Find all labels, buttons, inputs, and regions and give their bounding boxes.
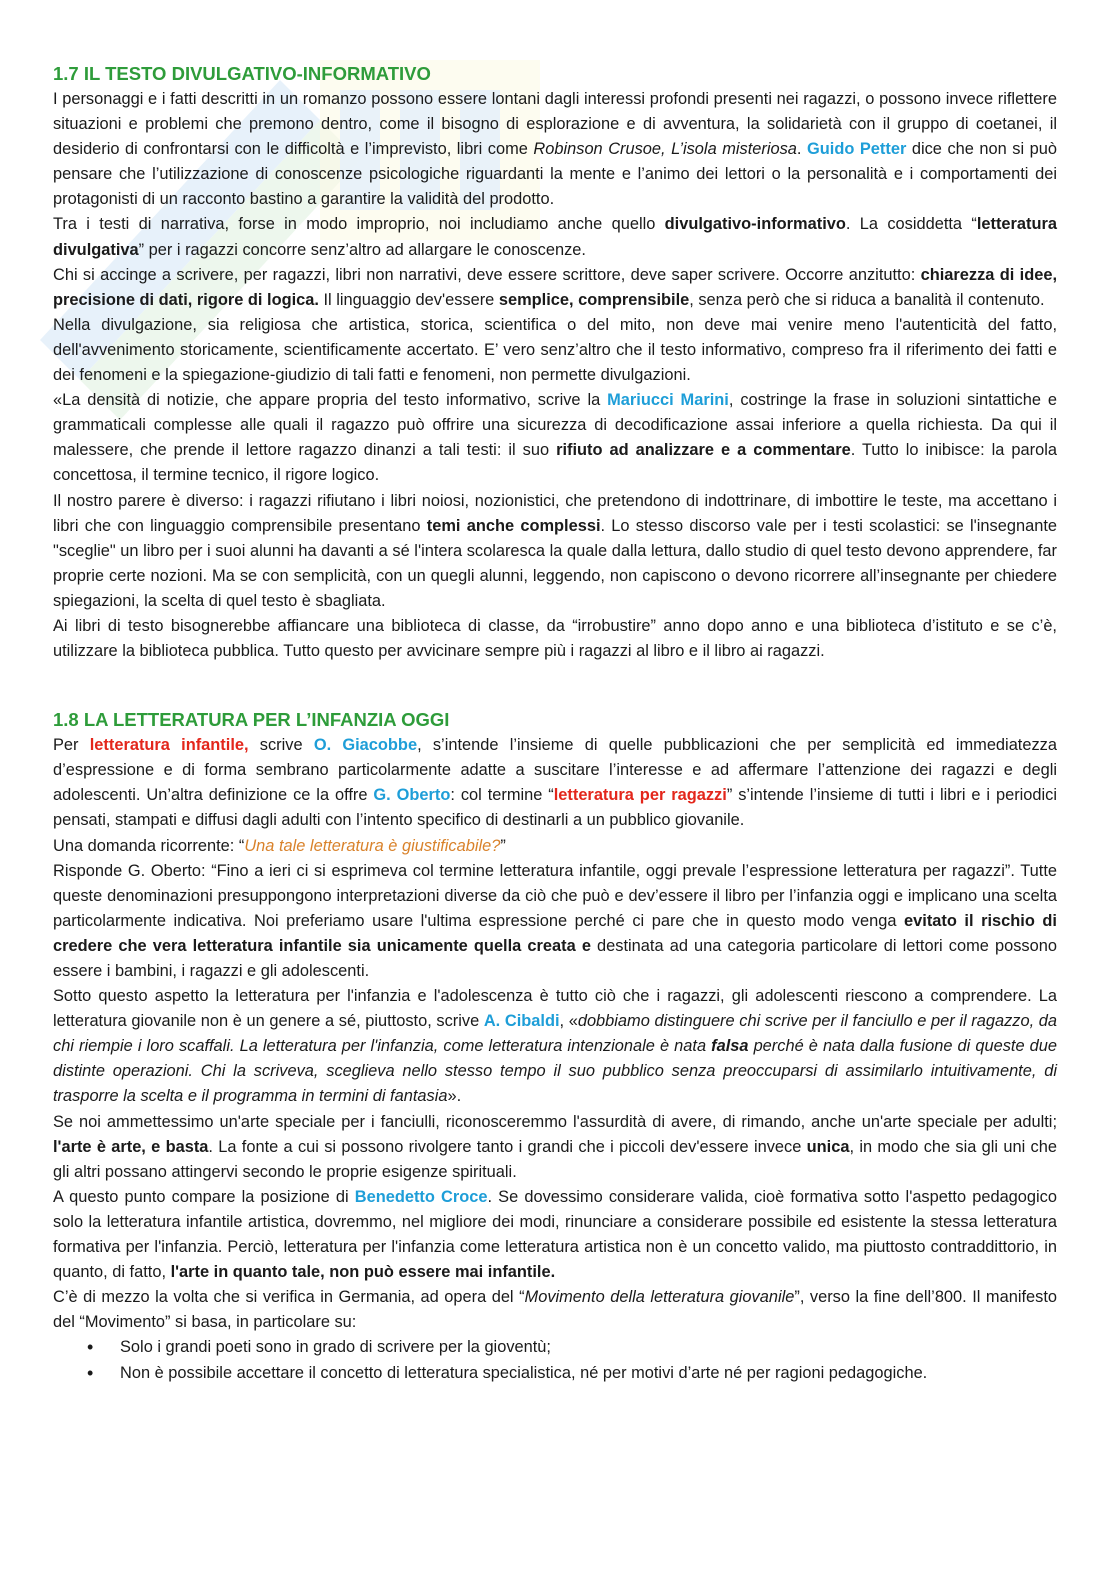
paragraph: I personaggi e i fatti descritti in un romanzo possono essere lontani dagli interessi profondi presenti nei ragazzi, o possono invece riflettere situazioni e problemi che premono dentro, come il bisogno di esplorazione e di avventura, la solidarietà con il gruppo di coetanei, il desiderio di confrontarsi con le difficoltà e l’imprevisto, libri come Robinson Crusoe, L’isola misteriosa. Guido Petter dice che non si può pensare che l’utilizzazione di conoscenze psicologiche riguardanti la mente e l’animo dei lettori o la personalità e i comportamenti dei protagonisti di un racconto bastino a garantire la validità del prodotto. (53, 90, 1057, 209)
author-name: A. Cibaldi (483, 1012, 560, 1031)
paragraph: Per letteratura infantile, scrive O. Giacobbe, s’intende l’insieme di quelle pubblicazioni che per semplicità ed immediatezza d’espressione e di forma sembrano particolarmente adatte a suscitare l’interesse e ad affermare l’attenzione dei ragazzi e degli adolescenti. Un’altra definizione ce la offre G. Oberto: col termine “letteratura per ragazzi” s’intende l’insieme di tutti i libri e i periodici pensati, stampati e diffusi dagli adulti con l’intento specifico di destinarli a un pubblico giovanile. (53, 736, 1058, 830)
paragraph: Una domanda ricorrente: “Una tale letteratura è giustificabile?” (53, 836, 506, 855)
bullet-list (53, 1335, 1057, 1385)
section-heading-1-8: 1.8 LA LETTERATURA PER L’INFANZIA OGGI (53, 709, 450, 731)
paragraph: «La densità di notizie, che appare propria del testo informativo, scrive la Mariucci Marini, costringe la frase in soluzioni sintattiche e grammaticali complesse alle quali il ragazzo può offrire una sicurezza di decodificazione assai inferiore a quella richiesta. Da qui il malessere, che prende il lettore ragazzo dinanzi a tali testi: il suo rifiuto ad analizzare e a commentare. Tutto lo inibisce: la parola concettosa, il termine tecnico, il rigore logico. (53, 391, 1058, 485)
author-name: Benedetto Croce (354, 1187, 488, 1206)
section-heading-1-7: 1.7 IL TESTO DIVULGATIVO-INFORMATIVO (53, 63, 431, 84)
paragraph: Chi si accinge a scrivere, per ragazzi, libri non narrativi, deve essere scrittore, deve saper scrivere. Occorre anzitutto: chiarezza di idee, precisione di dati, rigore di logica. Il linguaggio dev'essere semplice, comprensibile, senza però che si riduca a banalità il contenuto. (53, 265, 1057, 309)
list-item: • Solo i grandi poeti sono in grado di scrivere per la gioventù; (53, 1335, 1057, 1360)
paragraph: Risponde G. Oberto: “Fino a ieri ci si esprimeva col termine letteratura infantile, oggi prevale l’espressione letteratura per ragazzi”. Tutte queste denominazioni presuppongono interpretazioni diverse da ciò che può e dev’essere il libro per l’infanzia oggi e implicano una scelta particolarmente indicativa. Noi preferiamo usare l'ultima espressione perché ci pare che in questo modo venga evitato il rischio di credere che vera letteratura infantile sia unicamente quella creata e destinata ad una categoria particolare di lettori come possono essere i bambini, i ragazzi e gli adolescenti. (53, 861, 1057, 980)
list-item: • Non è possibile accettare il concetto di letteratura specialistica, né per motivi d’arte né per ragioni pedagogiche. (53, 1361, 1057, 1386)
term: letteratura infantile, (89, 736, 249, 755)
paragraph: Sotto questo aspetto la letteratura per l'infanzia e l'adolescenza è tutto ciò che i ragazzi, gli adolescenti riescono a comprendere. La letteratura giovanile non è un genere a sé, piuttosto, scrive A. Cibaldi, «dobbiamo distinguere chi scrive per il fanciullo e per il ragazzo, da chi riempie i loro scaffali. La letteratura per l'infanzia, come letteratura intenzionale è nata falsa perché è nata dalla fusione di queste due distinte operazioni. Chi la scriveva, sceglieva nello stesso tempo il suo pubblico senza preoccuparsi di assimilarlo intuitivamente, di trasporre la scelta e il programma in termini di fantasia». (53, 987, 1057, 1106)
author-name: Mariucci Marini (607, 391, 729, 410)
paragraph: Se noi ammettessimo un'arte speciale per i fanciulli, riconosceremmo l'assurdità di avere, di rimando, anche un'arte speciale per adulti; l'arte è arte, e basta. La fonte a cui si possono rivolgere tanto i grandi che i piccoli dev'essere invece unica, in modo che sia gli uni che gli altri possano attingervi secondo le proprie esigenze spirituali. (53, 1112, 1057, 1181)
paragraph: Tra i testi di narrativa, forse in modo improprio, noi includiamo anche quello divulgativo-informativo. La cosiddetta “letteratura divulgativa” per i ragazzi concorre senz’altro ad allargare le conoscenze. (53, 215, 1057, 259)
author-name: Guido Petter (807, 140, 907, 159)
term: letteratura per ragazzi (553, 786, 727, 805)
document-content (53, 60, 1057, 1386)
paragraph: Nella divulgazione, sia religiosa che artistica, storica, scientifica o del mito, non deve mai venire meno l'autenticità del fatto, dell'avvenimento storicamente, scientificamente accertato. E’ vero senz’altro che il testo informativo, compreso fra il riferimento dei fatti e dei fenomeni e la spiegazione-giudizio di tali fatti e fenomeni, non permette divulgazioni. (53, 315, 1057, 385)
paragraph: A questo punto compare la posizione di Benedetto Croce. Se dovessimo considerare valida, cioè formativa sotto l'aspetto pedagogico solo la letteratura infantile artistica, dovremmo, nel migliore dei modi, rinunciare a considerare possibile ed esistente la stessa letteratura formativa per l'infanzia. Perciò, letteratura per l'infanzia come letteratura artistica non è un concetto valido, ma piuttosto contraddittorio, in quanto, di fatto, l'arte in quanto tale, non può essere mai infantile. (53, 1187, 1057, 1282)
author-name: O. Giacobbe (313, 736, 418, 755)
author-name: G. Oberto (373, 786, 451, 805)
question: Una tale letteratura è giustificabile? (244, 836, 501, 855)
paragraph: Il nostro parere è diverso: i ragazzi rifiutano i libri noiosi, nozionistici, che pretendono di indottrinare, di imbottire le teste, ma accettano i libri che con linguaggio comprensibile presentano temi anche complessi. Lo stesso discorso vale per i testi scolastici: se l'insegnante "sceglie" un libro per i suoi alunni ha davanti a sé l'intera scolaresca la quale dalla lettura, dallo studio di quel testo devono apprendere, far proprie certe nozioni. Ma se con semplicità, con un quegli alunni, leggendo, non capiscono o devono ricorrere all’insegnante per chiedere spiegazioni, la scelta di quel testo è sbagliata. (53, 491, 1057, 610)
paragraph: C’è di mezzo la volta che si verifica in Germania, ad opera del “Movimento della letteratura giovanile”, verso la fine dell’800. Il manifesto del “Movimento” si basa, in particolare su: (53, 1288, 1057, 1332)
paragraph: Ai libri di testo bisognerebbe affiancare una biblioteca di classe, da “irrobustire” anno dopo anno e una biblioteca d’istituto e se c’è, utilizzare la biblioteca pubblica. Tutto questo per avvicinare sempre più i ragazzi al libro e il libro ai ragazzi. (53, 616, 1057, 661)
